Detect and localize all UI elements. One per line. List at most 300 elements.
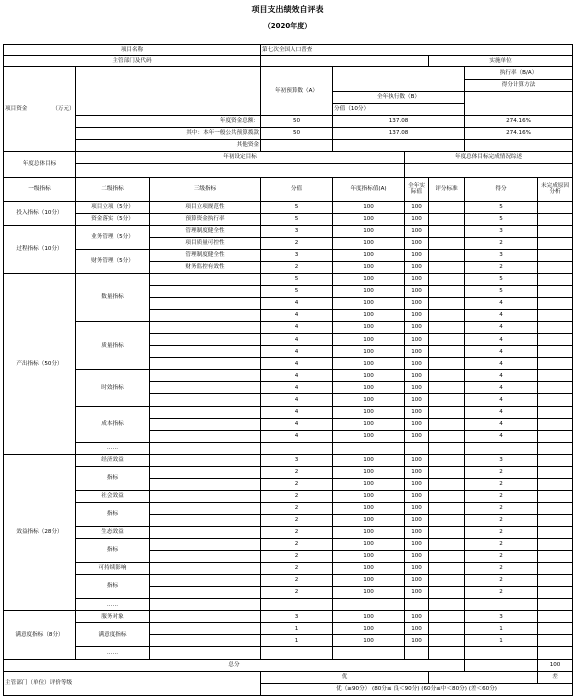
criteria-cell	[429, 322, 465, 334]
got-cell: 2	[465, 575, 538, 587]
got-cell: 4	[465, 346, 538, 358]
got-cell	[465, 647, 538, 659]
target-cell: 100	[333, 526, 405, 538]
criteria-cell	[429, 274, 465, 286]
criteria-cell	[429, 298, 465, 310]
got-cell	[465, 442, 538, 454]
level3-indicator	[150, 442, 261, 454]
funds-label-text: 项目资金	[5, 105, 28, 112]
col-criteria: 评分标准	[429, 177, 465, 201]
grade-label: 主管部门（单位）评价等级	[4, 671, 261, 695]
level3-indicator: 项目质量可控性	[150, 237, 261, 249]
reason-cell	[538, 225, 573, 237]
level2-indicator: 时效指标	[76, 370, 150, 406]
actual-cell: 100	[405, 201, 429, 213]
level3-indicator	[150, 466, 261, 478]
reason-cell	[538, 382, 573, 394]
reason-cell	[538, 346, 573, 358]
target-cell: 100	[333, 358, 405, 370]
level2-indicator: 成本指标	[76, 406, 150, 442]
actual-cell: 100	[405, 346, 429, 358]
col-reason: 未完成原因分析	[538, 177, 573, 201]
got-cell: 5	[465, 274, 538, 286]
level3-indicator	[150, 346, 261, 358]
goals-content-row	[4, 164, 573, 177]
level1-indicator: 产出指标（50分）	[4, 274, 76, 455]
level3-indicator	[150, 322, 261, 334]
level3-indicator	[150, 611, 261, 623]
target-cell: 100	[333, 346, 405, 358]
funds-total-row	[4, 116, 573, 128]
funds-other-label: 其他资金	[76, 140, 261, 152]
col-level3: 三级指标	[150, 177, 261, 201]
score-cell: 4	[261, 298, 333, 310]
level2-indicator: ……	[76, 647, 150, 659]
target-cell: 100	[333, 237, 405, 249]
level2-indicator: 满意度指标	[76, 623, 150, 647]
got-cell: 5	[465, 201, 538, 213]
level3-indicator	[150, 623, 261, 635]
reason-cell	[538, 298, 573, 310]
level1-indicator: 效益指标（28分）	[4, 454, 76, 611]
project-name-value: 第七次全国人口普查	[261, 45, 573, 56]
score-cell: 4	[261, 382, 333, 394]
level2-indicator: 业务管理（5分）	[76, 225, 150, 249]
score-cell: 2	[261, 539, 333, 551]
criteria-cell	[429, 514, 465, 526]
annual-budget-label: 年初预算数（A）	[261, 66, 333, 115]
level3-indicator	[150, 563, 261, 575]
got-cell: 4	[465, 322, 538, 334]
funds-total-b: 137.08	[333, 116, 465, 128]
target-cell: 100	[333, 274, 405, 286]
reason-cell	[538, 502, 573, 514]
document-title: 项目支出绩效自评表	[251, 5, 324, 14]
level1-indicator: 过程指标（10分）	[4, 225, 76, 273]
funds-total-label: 年度资金总额：	[76, 116, 261, 128]
criteria-cell	[429, 466, 465, 478]
score-cell: 3	[261, 249, 333, 261]
got-cell: 4	[465, 298, 538, 310]
col-full-year: 全年实际值	[405, 177, 429, 201]
level3-indicator	[150, 575, 261, 587]
actual-cell: 100	[405, 490, 429, 502]
funds-total-rate: 274.16%	[465, 116, 573, 128]
got-cell: 2	[465, 526, 538, 538]
score-cell: 2	[261, 237, 333, 249]
actual-cell: 100	[405, 418, 429, 430]
target-cell	[333, 599, 405, 611]
reason-cell	[538, 322, 573, 334]
reason-cell	[538, 490, 573, 502]
actual-cell: 100	[405, 225, 429, 237]
got-cell: 2	[465, 502, 538, 514]
target-cell: 100	[333, 418, 405, 430]
got-cell: 4	[465, 358, 538, 370]
got-cell: 1	[465, 635, 538, 647]
target-cell: 100	[333, 575, 405, 587]
target-cell: 100	[333, 563, 405, 575]
funds-other-row	[4, 140, 573, 152]
dept-value	[261, 55, 429, 66]
level2-indicator: 资金落实（5分）	[76, 213, 150, 225]
score-cell: 4	[261, 370, 333, 382]
funds-header-row-1	[4, 66, 573, 79]
target-cell: 100	[333, 382, 405, 394]
score-cell: 5	[261, 213, 333, 225]
score-cell: 2	[261, 514, 333, 526]
actual-cell: 100	[405, 274, 429, 286]
level2-indicator: 财务管理（5分）	[76, 249, 150, 273]
got-cell: 2	[465, 237, 538, 249]
score-cell: 2	[261, 261, 333, 273]
level3-indicator	[150, 274, 261, 286]
target-cell: 100	[333, 286, 405, 298]
criteria-cell	[429, 623, 465, 635]
reason-cell	[538, 647, 573, 659]
indicator-rows	[4, 201, 573, 659]
target-cell: 100	[333, 539, 405, 551]
target-cell	[333, 442, 405, 454]
criteria-cell	[429, 539, 465, 551]
level2-indicator: 指标	[76, 539, 150, 563]
level3-indicator	[150, 539, 261, 551]
actual-cell	[405, 599, 429, 611]
criteria-cell	[429, 249, 465, 261]
reason-cell	[538, 334, 573, 346]
got-cell: 3	[465, 454, 538, 466]
reason-cell	[538, 611, 573, 623]
level2-indicator: 服务对象	[76, 611, 150, 623]
actual-cell: 100	[405, 430, 429, 442]
reason-cell	[538, 466, 573, 478]
score-label: 分值（10分）	[333, 104, 465, 116]
score-cell	[261, 647, 333, 659]
reason-cell	[538, 587, 573, 599]
reason-cell	[538, 237, 573, 249]
criteria-cell	[429, 490, 465, 502]
reason-cell	[538, 478, 573, 490]
indicator-row	[4, 442, 573, 454]
criteria-cell	[429, 370, 465, 382]
actual-cell: 100	[405, 575, 429, 587]
initial-goal-label: 年初设定目标	[76, 152, 405, 164]
funds-unit-text: （万元）	[52, 105, 75, 112]
grade-rule: 优（≥90分） (80分≤ 良＜90分) (60分≤中＜80分) (差＜60分)	[261, 683, 573, 695]
score-cell: 5	[261, 286, 333, 298]
total-value: 100	[538, 659, 573, 671]
got-cell: 4	[465, 334, 538, 346]
annual-goal-label: 年度总体目标	[4, 152, 76, 177]
got-cell: 3	[465, 225, 538, 237]
indicator-row	[4, 611, 573, 623]
criteria-cell	[429, 635, 465, 647]
got-cell: 1	[465, 623, 538, 635]
indicator-row	[4, 575, 573, 587]
goals-header-row	[4, 152, 573, 164]
grade-middle	[429, 671, 538, 683]
level3-indicator	[150, 382, 261, 394]
level2-indicator: 质量指标	[76, 322, 150, 370]
funds-other-rate	[465, 140, 573, 152]
got-cell: 2	[465, 261, 538, 273]
level3-indicator	[150, 587, 261, 599]
criteria-cell	[429, 334, 465, 346]
actual-cell: 100	[405, 635, 429, 647]
target-cell: 100	[333, 406, 405, 418]
level3-indicator	[150, 298, 261, 310]
dept-label: 主管部门及代码	[4, 55, 261, 66]
actual-cell: 100	[405, 382, 429, 394]
actual-cell: 100	[405, 478, 429, 490]
target-cell: 100	[333, 514, 405, 526]
criteria-cell	[429, 406, 465, 418]
project-name-row	[4, 45, 573, 56]
level2-indicator: 数量指标	[76, 274, 150, 322]
level3-indicator	[150, 454, 261, 466]
got-cell: 2	[465, 551, 538, 563]
criteria-cell	[429, 587, 465, 599]
target-cell: 100	[333, 310, 405, 322]
level2-indicator: 经济效益	[76, 454, 150, 466]
level3-indicator	[150, 635, 261, 647]
got-cell: 2	[465, 514, 538, 526]
score-cell	[261, 599, 333, 611]
target-cell: 100	[333, 478, 405, 490]
criteria-cell	[429, 442, 465, 454]
level3-indicator: 预算资金执行率	[150, 213, 261, 225]
got-cell: 2	[465, 490, 538, 502]
funds-general-b: 137.08	[333, 128, 465, 140]
level3-indicator	[150, 286, 261, 298]
level3-indicator	[150, 514, 261, 526]
reason-cell	[538, 526, 573, 538]
criteria-cell	[429, 213, 465, 225]
score-cell: 2	[261, 478, 333, 490]
level3-indicator	[150, 490, 261, 502]
got-cell: 2	[465, 563, 538, 575]
funds-general-label: 其中：本年一般公共预算拨款	[76, 128, 261, 140]
score-cell: 2	[261, 563, 333, 575]
score-cell: 5	[261, 274, 333, 286]
level3-indicator	[150, 310, 261, 322]
project-name-label: 项目名称	[4, 45, 261, 56]
reason-cell	[538, 575, 573, 587]
target-cell: 100	[333, 394, 405, 406]
target-cell: 100	[333, 502, 405, 514]
criteria-cell	[429, 286, 465, 298]
reason-cell	[538, 551, 573, 563]
criteria-cell	[429, 358, 465, 370]
reason-cell	[538, 274, 573, 286]
indicator-row	[4, 539, 573, 551]
reason-cell	[538, 514, 573, 526]
actual-cell: 100	[405, 322, 429, 334]
got-cell: 2	[465, 587, 538, 599]
reason-cell	[538, 442, 573, 454]
score-cell: 2	[261, 587, 333, 599]
level2-indicator: ……	[76, 599, 150, 611]
evaluation-table	[3, 44, 573, 696]
target-cell: 100	[333, 635, 405, 647]
actual-cell: 100	[405, 551, 429, 563]
score-cell: 2	[261, 466, 333, 478]
actual-cell: 100	[405, 394, 429, 406]
level3-indicator	[150, 418, 261, 430]
target-cell: 100	[333, 454, 405, 466]
grade-you: 优	[261, 671, 429, 683]
score-cell: 3	[261, 225, 333, 237]
reason-cell	[538, 635, 573, 647]
got-cell: 2	[465, 466, 538, 478]
indicator-row	[4, 623, 573, 635]
level1-indicator: 满意度指标（8分）	[4, 611, 76, 660]
col-score: 分值	[261, 177, 333, 201]
score-cell: 4	[261, 334, 333, 346]
actual-cell: 100	[405, 466, 429, 478]
col-got: 得分	[465, 177, 538, 201]
actual-cell: 100	[405, 237, 429, 249]
reason-cell	[538, 394, 573, 406]
reason-cell	[538, 370, 573, 382]
score-cell: 1	[261, 623, 333, 635]
got-cell: 4	[465, 394, 538, 406]
score-cell: 2	[261, 551, 333, 563]
indicator-row	[4, 466, 573, 478]
target-cell: 100	[333, 623, 405, 635]
total-row	[4, 659, 573, 671]
target-cell: 100	[333, 298, 405, 310]
level3-indicator	[150, 478, 261, 490]
criteria-cell	[429, 611, 465, 623]
criteria-cell	[429, 575, 465, 587]
actual-cell: 100	[405, 334, 429, 346]
target-cell: 100	[333, 213, 405, 225]
indicator-row	[4, 647, 573, 659]
level3-indicator	[150, 502, 261, 514]
score-cell: 4	[261, 346, 333, 358]
actual-cell: 100	[405, 310, 429, 322]
criteria-cell	[429, 563, 465, 575]
reason-cell	[538, 310, 573, 322]
score-cell: 4	[261, 358, 333, 370]
actual-cell: 100	[405, 261, 429, 273]
indicator-row	[4, 599, 573, 611]
indicator-row	[4, 322, 573, 334]
indicator-row	[4, 406, 573, 418]
level1-indicator: 投入指标（10分）	[4, 201, 76, 225]
reason-cell	[538, 563, 573, 575]
funds-blank	[76, 66, 261, 115]
indicator-row	[4, 563, 573, 575]
actual-cell: 100	[405, 526, 429, 538]
target-cell: 100	[333, 430, 405, 442]
level3-indicator	[150, 551, 261, 563]
score-cell: 4	[261, 430, 333, 442]
score-method-blank	[465, 91, 573, 115]
indicator-row	[4, 225, 573, 237]
target-cell: 100	[333, 466, 405, 478]
got-cell: 4	[465, 310, 538, 322]
score-cell: 5	[261, 201, 333, 213]
dept-row	[4, 55, 573, 66]
level3-indicator	[150, 599, 261, 611]
exec-rate-label: 执行率（B/A）	[465, 66, 573, 79]
criteria-cell	[429, 261, 465, 273]
initial-goal-value	[76, 164, 405, 177]
level3-indicator	[150, 526, 261, 538]
criteria-cell	[429, 418, 465, 430]
level3-indicator	[150, 647, 261, 659]
level3-indicator	[150, 430, 261, 442]
impl-unit-label: 实施单位	[429, 55, 573, 66]
criteria-cell	[429, 237, 465, 249]
indicator-row	[4, 370, 573, 382]
actual-cell: 100	[405, 611, 429, 623]
indicator-row	[4, 490, 573, 502]
level2-indicator: 社会效益	[76, 490, 150, 502]
actual-cell: 100	[405, 563, 429, 575]
criteria-cell	[429, 551, 465, 563]
funds-general-row	[4, 128, 573, 140]
got-cell: 4	[465, 430, 538, 442]
level2-indicator: 项目立项（5分）	[76, 201, 150, 213]
funds-total-a: 50	[261, 116, 333, 128]
funds-label	[4, 66, 76, 152]
got-cell: 2	[465, 539, 538, 551]
level3-indicator	[150, 334, 261, 346]
criteria-cell	[429, 346, 465, 358]
reason-cell	[538, 406, 573, 418]
reason-cell	[538, 249, 573, 261]
criteria-cell	[429, 430, 465, 442]
level3-indicator: 财务监控有效性	[150, 261, 261, 273]
target-cell: 100	[333, 551, 405, 563]
score-cell: 4	[261, 418, 333, 430]
level3-indicator	[150, 394, 261, 406]
actual-cell: 100	[405, 249, 429, 261]
level2-indicator: 指标	[76, 575, 150, 599]
level3-indicator: 管理制度健全性	[150, 249, 261, 261]
target-cell: 100	[333, 322, 405, 334]
target-cell: 100	[333, 490, 405, 502]
col-level2: 二级指标	[76, 177, 150, 201]
indicator-row	[4, 249, 573, 261]
actual-cell: 100	[405, 298, 429, 310]
score-cell: 4	[261, 322, 333, 334]
criteria-cell	[429, 201, 465, 213]
completion-label: 年度总体目标完成情况综述	[405, 152, 573, 164]
got-cell: 3	[465, 249, 538, 261]
score-cell: 4	[261, 394, 333, 406]
score-method-label: 得分计算方法	[465, 79, 573, 91]
total-blank	[465, 659, 538, 671]
funds-general-a: 50	[261, 128, 333, 140]
indicator-row	[4, 201, 573, 213]
grade-row-1	[4, 671, 573, 683]
got-cell: 4	[465, 370, 538, 382]
reason-cell	[538, 418, 573, 430]
criteria-cell	[429, 382, 465, 394]
score-cell: 2	[261, 502, 333, 514]
actual-exec-label: 全年执行数（B）	[333, 91, 465, 103]
got-cell: 3	[465, 611, 538, 623]
actual-cell: 100	[405, 213, 429, 225]
reason-cell	[538, 261, 573, 273]
score-cell: 2	[261, 490, 333, 502]
reason-cell	[538, 599, 573, 611]
col-level1: 一级指标	[4, 177, 76, 201]
